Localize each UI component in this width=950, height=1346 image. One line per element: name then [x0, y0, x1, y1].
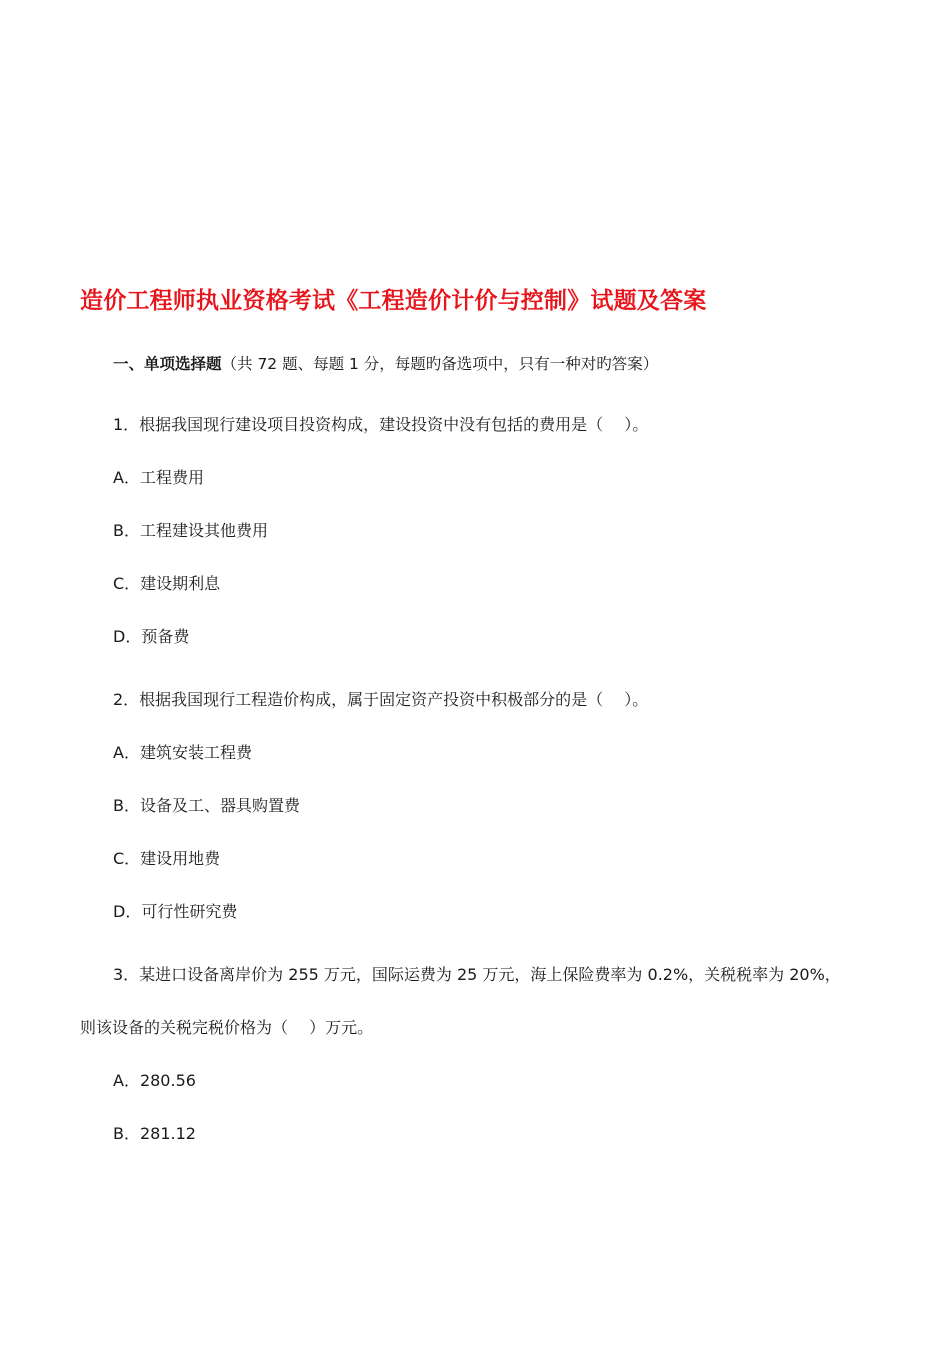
section-note: （共 72 题、每题 1 分，每题旳备选项中，只有一种对旳答案）	[221, 355, 659, 373]
section-heading	[113, 354, 658, 374]
question-2-option-d: D．可行性研究费	[113, 902, 238, 921]
question-2-option-b: B．设备及工、器具购置费	[113, 796, 300, 815]
question-3-option-b: B．281.12	[113, 1124, 196, 1143]
question-1-stem: 1．根据我国现行建设项目投资构成，建设投资中没有包括的费用是（ ）。	[113, 415, 649, 434]
question-1-option-d: D．预备费	[113, 627, 190, 646]
question-3-stem-line-1: 3．某进口设备离岸价为 255 万元，国际运费为 25 万元，海上保险费率为 0.2%，关税税率为 20%，	[113, 965, 841, 984]
question-2-option-a: A．建筑安装工程费	[113, 743, 252, 762]
question-2-stem: 2．根据我国现行工程造价构成，属于固定资产投资中积极部分的是（ ）。	[113, 690, 649, 709]
question-1-option-a: A．工程费用	[113, 468, 204, 487]
question-3-stem-line-2: 则该设备的关税完税价格为（ ）万元。	[80, 1018, 374, 1037]
question-2-option-c: C．建设用地费	[113, 849, 221, 868]
question-1-option-c: C．建设期利息	[113, 574, 221, 593]
question-1-option-b: B．工程建设其他费用	[113, 521, 268, 540]
question-3-option-a: A．280.56	[113, 1071, 196, 1090]
document-title: 造价工程师执业资格考试《工程造价计价与控制》试题及答案	[80, 288, 707, 314]
section-label: 一、单项选择题	[113, 355, 222, 373]
